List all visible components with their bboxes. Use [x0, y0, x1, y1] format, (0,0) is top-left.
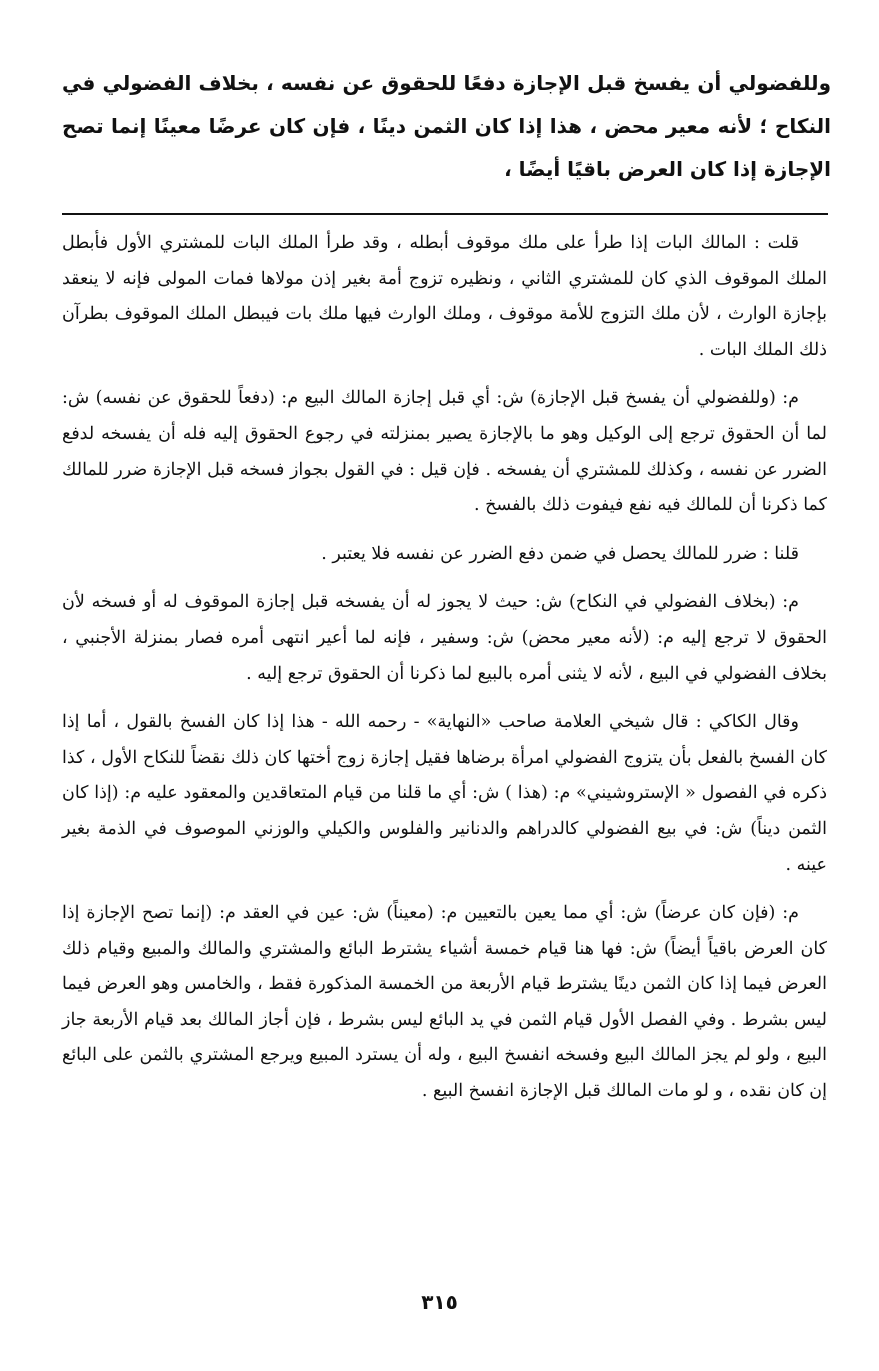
commentary-paragraph-6: م: (فإن كان عرضاً) ش: أي مما يعين بالتعيين م: (معيناً) ش: عين في العقد م: (إنما تصح الإجازة إذا كان العرض باقياً أيضاً) ش: فها هنا قيام خمسة أشياء يشترط البائع والمشتري والمالك والمبيع وقيام ذلك العرض فيما إذا كان الثمن دينًا يشترط قيام الأربعة من الخمسة المذكورة فقط ، والخامس وهو العرض فيما ليس بشرط . وفي الفصل الأول قيام الثمن في يد البائع ليس بشرط ، فإن أجاز المالك بعد قيام الأربعة جاز البيع ، ولو لم يجز المالك البيع وفسخه انفسخ البيع ، وله أن يسترد المبيع ويرجع المشتري بالثمن على البائع إن كان نقده ، و لو مات المالك قبل الإجازة انفسخ البيع . — [62, 903, 827, 1102]
commentary-paragraph-3: قلنا : ضرر للمالك يحصل في ضمن دفع الضرر عن نفسه فلا يعتبر . — [321, 543, 799, 564]
commentary-paragraph-1: قلت : المالك البات إذا طرأ على ملك موقوف أبطله ، وقد طرأ الملك البات للمشتري الأول فأبطل الملك الموقوف الذي كان للمشتري الثاني ، ونظيره تزوج أمة بغير إذن مولاها فمات المولى فإنه لا ينعقد بإجازة الوارث ، لأن ملك التزوج للأمة موقوف ، وملك الوارث فيها ملك بات فيبطل الملك الموقوف بطرآن ذلك الملك البات . — [62, 233, 827, 360]
separator-rule — [62, 213, 828, 215]
commentary-paragraph-2: م: (وللفضولي أن يفسخ قبل الإجازة) ش: أي قبل إجازة المالك البيع م: (دفعاً للحقوق عن نفسه) ش: لما أن الحقوق ترجع إلى الوكيل وهو ما بالإجازة يصير بمنزلته في رجوع الحقوق إليه فله أن يفسخه لدفع الضرر عن نفسه ، وكذلك للمشتري أن يفسخه . فإن قيل : في القول بجواز فسخه قبل الإجازة ضرر للمالك كما ذكرنا أن للمالك فيه نفع فيفوت ذلك بالفسخ . — [62, 388, 827, 516]
main-text-block: وللفضولي أن يفسخ قبل الإجازة دفعًا للحقوق عن نفسه ، بخلاف الفضولي في النكاح ؛ لأنه معير محض ، هذا إذا كان الثمن دينًا ، فإن كان عرضًا معينًا إنما تصح الإجازة إذا كان العرض باقيًا أيضًا ، — [62, 71, 831, 181]
commentary-block — [62, 226, 827, 1123]
commentary-paragraph-4: م: (بخلاف الفضولي في النكاح) ش: حيث لا يجوز له أن يفسخه قبل إجازة الموقوف له أو فسخه لأن الحقوق لا ترجع إليه م: (لأنه معير محض) ش: وسفير ، فإنه لما أعير انتهى أمره فصار بمنزلة الأجنبي ، بخلاف الفضولي في البيع ، لأنه لا يثنى أمره بالبيع لما ذكرنا أن الحقوق ترجع إليه . — [62, 592, 827, 684]
page-number: ٣١٥ — [421, 1290, 458, 1314]
commentary-paragraph-5: وقال الكاكي : قال شيخي العلامة صاحب «النهاية» - رحمه الله - هذا إذا كان الفسخ بالقول ، أما إذا كان الفسخ بالفعل بأن يتزوج الفضولي امرأة برضاها فقيل إجازة زوج أختها كان ذلك نقضاً للنكاح الأول ، كذا ذكره في الفصول « الإستروشيني» م: (هذا ) ش: أي ما قلنا من قيام المتعاقدين والمعقود عليه م: (إذا كان الثمن ديناً) ش: في بيع الفضولي كالدراهم والدنانير والفلوس والكيلي والوزني الموصوف في الذمة بغير عينه . — [62, 712, 827, 875]
